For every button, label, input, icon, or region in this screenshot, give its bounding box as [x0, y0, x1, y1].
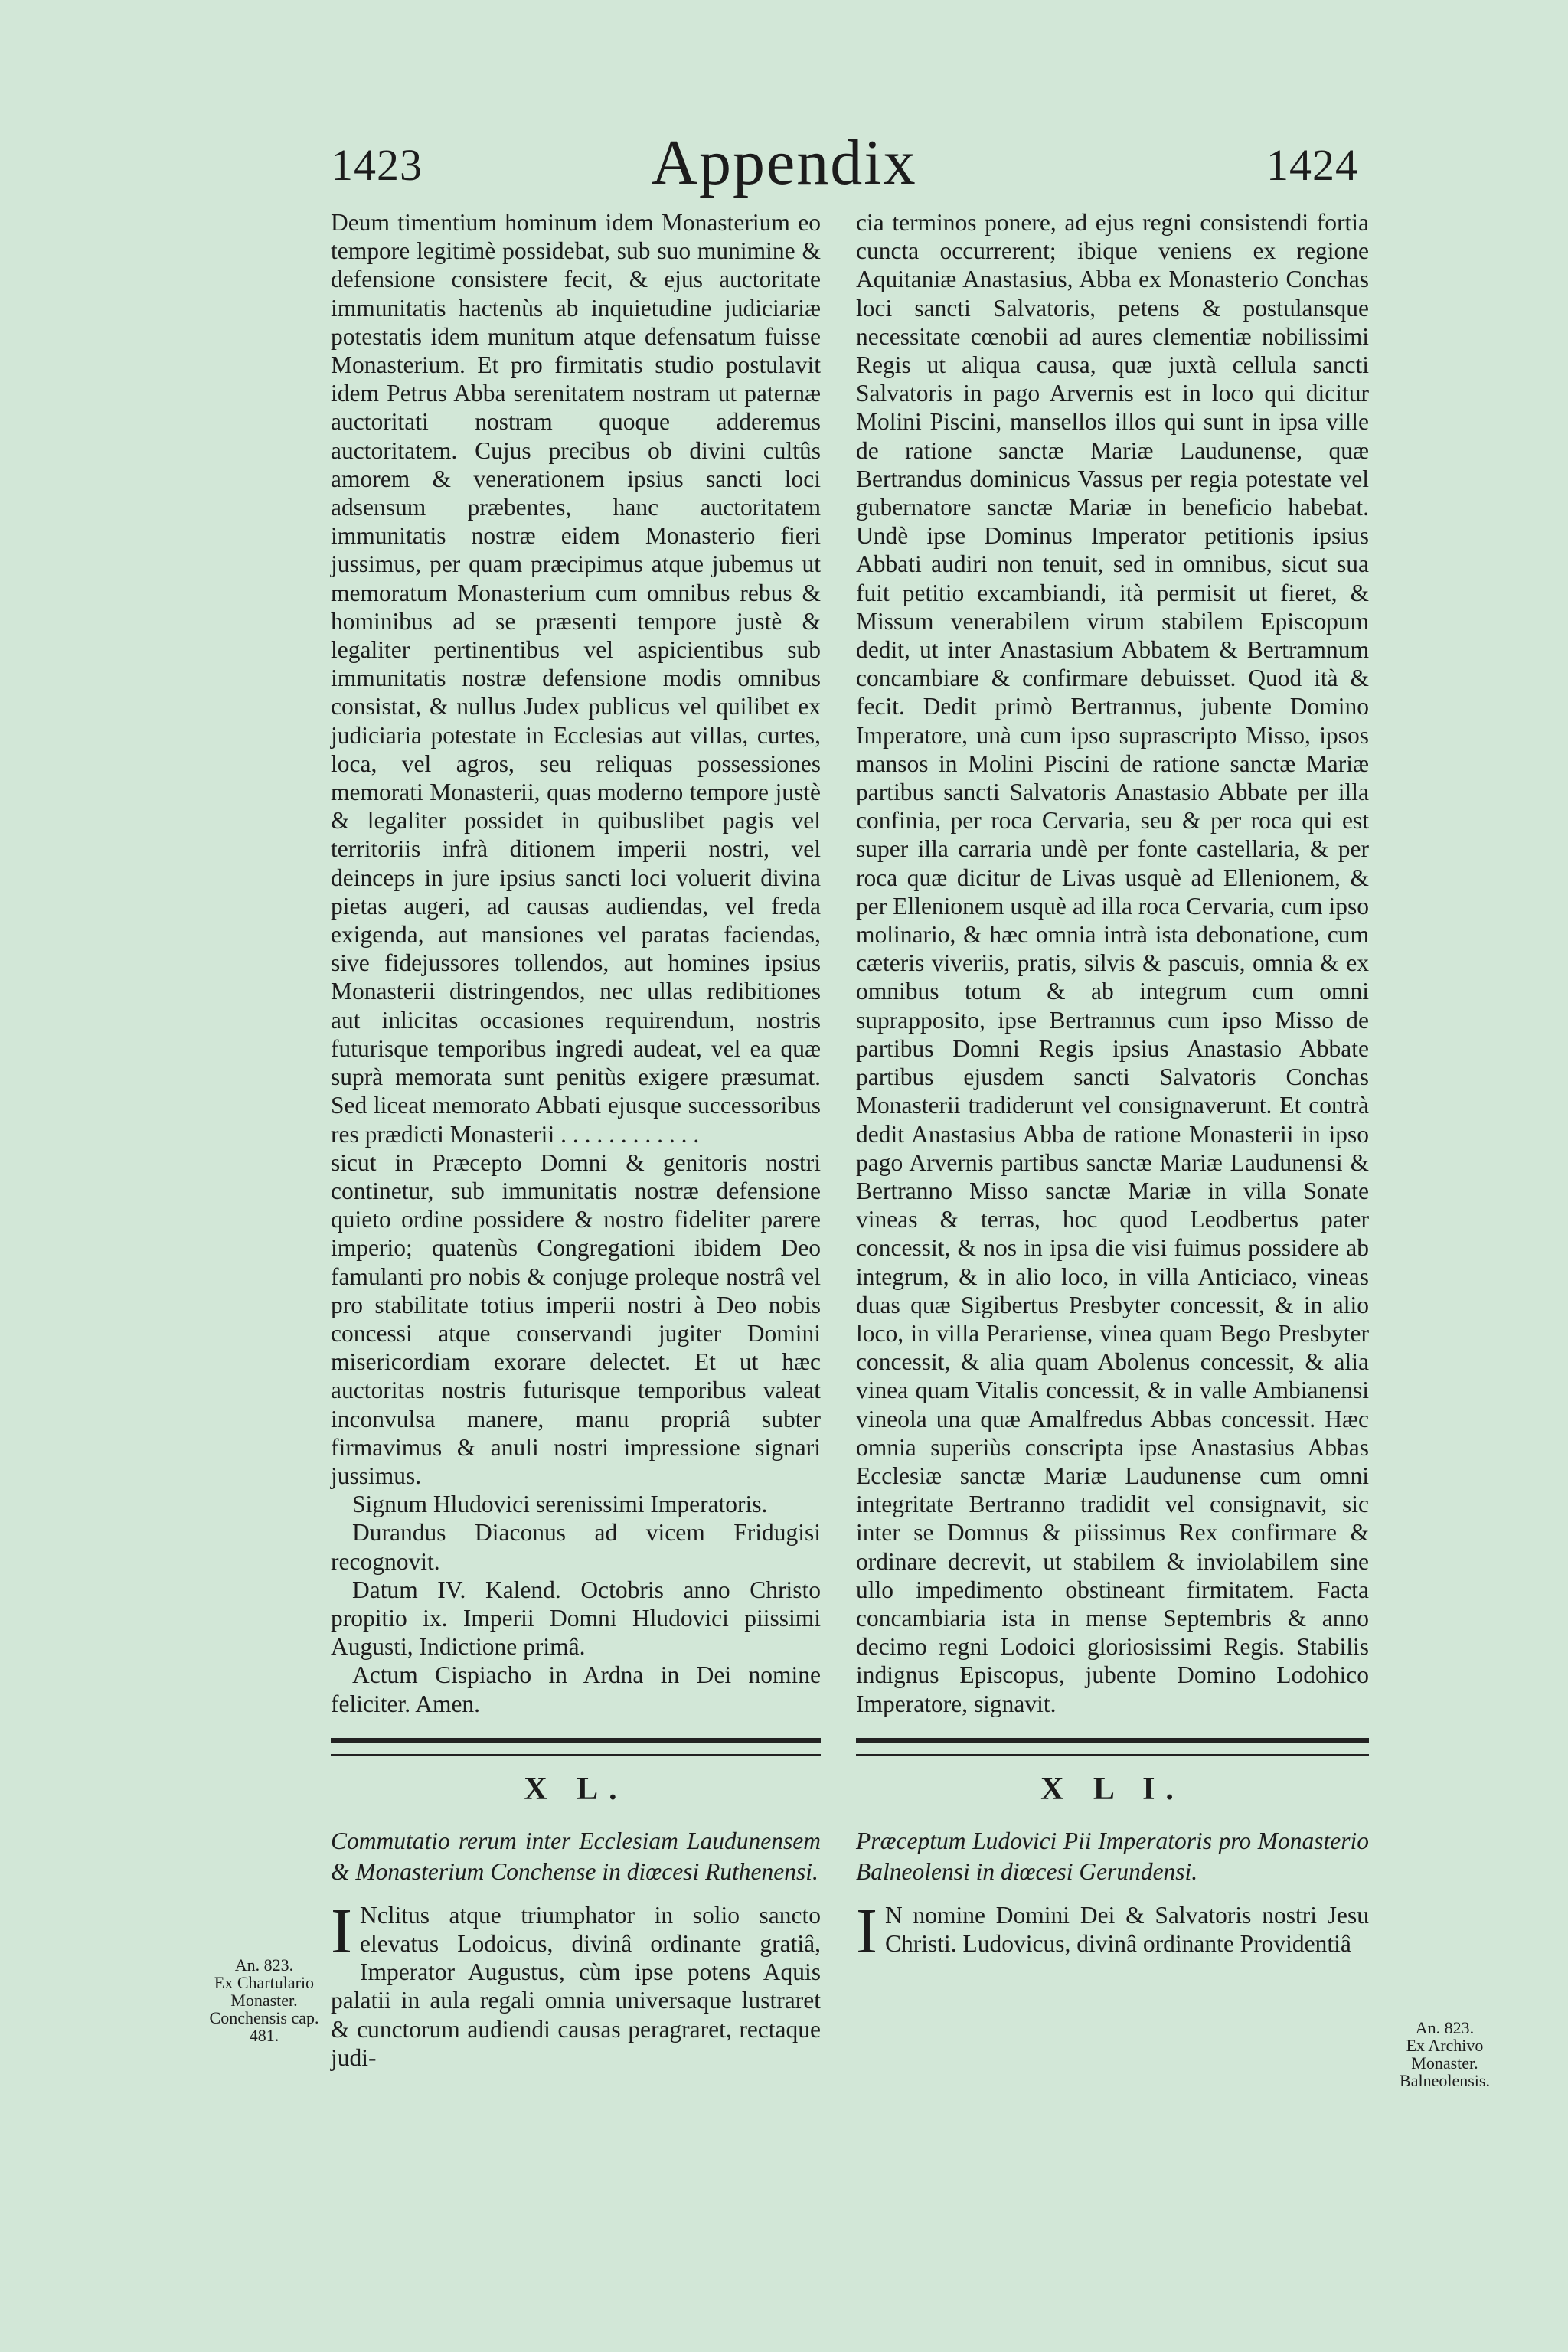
opening-text: N nomine Domini Dei & Salvatoris nostri Jesu Christi. Ludovicus, divinâ ordinante Providentiâ [884, 1901, 1369, 1957]
actum-line: Actum Cispiacho in Ardna in Dei nomine feliciter. Amen. [331, 1661, 821, 1717]
paragraph: cia terminos ponere, ad ejus regni consistendi fortia cuncta occurrerent; ibique veniens ex regione Aquitaniæ Anastasius, Abba ex Monasterio Conchas loci sancti Salvatoris, petens & postulansque necessitate cœnobii ad aures clementiæ nobilissimi Regis ut aliqua causa, quæ juxtà cellula sancti Salvatoris in pago Arvernis est in loco qui dicitur Molini Piscini, mansellos illos qui sunt in ipsa ville de ratione sanctæ Mariæ Laudunense, quæ Bertrandus dominicus Vassus per regia potestate vel gubernatore sanctæ Mariæ in beneficio habebat. Undè ipse Dominus Imperator petitionis ipsius Abbati audiri non tenuit, sed in omnibus, sicut sua fuit petitio excambiandi, ità permisit ut fieret, & Missum venerabilem virum stabilem Episcopum dedit, ut inter Anastasium Abbatem & Bertramnum concambiare & confirmare debuisset. Quod ità & fecit. Dedit primò Bertrannus, jubente Domino Imperatore, unà cum ipso suprascripto Misso, ipsos mansos in Molini Piscini de ratione sanctæ Mariæ partibus sancti Salvatoris Anastasio Abbate per illa confinia, per roca Cervaria, seu & per roca qui est super illa carraria undè per fonte castellaria, & per roca quæ dicitur de Livas usquè ad Ellenionem, & per Ellenionem usquè ad illa roca Cervaria, cum ipso molinario, & hæc omnia intrà ista debonatione, cum cæteris viveriis, pratis, silvis & pascuis, omnia & ex omnibus totum & ab integrum cum omni suprapposito, ipse Bertrannus cum ipso Misso de partibus Domni Regis ipsius Anastasio Abbate partibus ejusdem sancti Salvatoris Conchas Monasterii tradiderunt vel consignaverunt. Et contrà dedit Anastasius Abba de ratione Monasterii in ipso pago Arvernis partibus sanctæ Mariæ Laudunensi & Bertranno Misso sanctæ Mariæ in villa Sonate vineas & terras, hoc quod Leodbertus pater concessit, & nos in ipsa die visi fuimus possidere ab integrum, & in alio loco, in villa Anticiaco, vineas duas quæ Sigibertus Presbyter concessit, & in alio loco, in villa Perariense, vinea quam Bego Presbyter concessit, & alia quam Abolenus concessit, & alia vinea quam Vitalis concessit, & in valle Ambianensi vineola una quæ Amalfredus Abbas concessit. Hæc omnia superiùs conscripta ipse Anastasius Abbas Ecclesiæ sanctæ Mariæ Laudunense cum omni integritate Bertranno tradidit vel consignavit, sic inter se Domnus & piissimus Rex confirmare & ordinare decrevit, ut stabilem & inviolabilem sine ullo impedimento obstineant firmitatem. Facta concambiaria ista in mense Septembris & anno decimo regni Lodoici gloriosissimi Regis. Stabilis indignus Episcopus, jubente Domino Lodohico Imperatore, signavit. [856, 209, 1369, 1717]
right-column [856, 208, 1369, 1967]
paragraph: Deum timentium hominum idem Monasterium eo tempore legitimè possidebat, sub suo munimine & defensione consistere fecit, & ejus auctoritate immunitatis hactenùs ab inquietudine judiciariæ potestatis idem munitum atque defensatum fuisse Monasterium. Et pro firmitatis studio postulavit idem Petrus Abba serenitatem nostram ut paternæ auctoritati nostram quoque adderemus auctoritatem. Cujus precibus ob divini cultûs amorem & venerationem ipsius sancti loci adsensum præbentes, hanc auctoritatem immunitatis nostræ eidem Monasterio fieri jussimus, per quam præcipimus atque jubemus ut memoratum Monasterium cum omnibus rebus & hominibus ad se præsenti tempore justè & legaliter pertinentibus vel aspicientibus sub immunitatis nostræ defensione modis omnibus consistat, & nullus Judex publicus vel quilibet ex judiciaria potestate in Ecclesias aut villas, curtes, loca, vel agros, seu reliquas possessiones memorati Monasterii, quas moderno tempore justè & legaliter possidet in quibuslibet pagis vel territoriis infrà ditionem imperii nostri, vel deinceps in jure ipsius sancti loci voluerit divina pietas augeri, ad causas audiendas, vel freda exigenda, aut mansiones vel paratas faciendas, sive fidejussores tollendos, aut homines ipsius Monasterii distringendos, nec ullas redibitiones aut inlicitas occasiones requirendum, nostris futurisque temporibus ingredi audeat, vel ea quæ suprà memorata sunt penitùs exigere præsumat. Sed liceat memorato Abbati ejusque successoribus res prædicti Monasterii . . . . . . . . . . . . [331, 209, 821, 1148]
right-margin-note [1395, 2019, 1494, 2089]
opening-text: Nclitus atque triumphator in solio sancto elevatus Lodoicus, divinâ ordinante gratiâ, Imperator Augustus, cùm ipse potens Aquis palatii in aula regali omnia universaque lustraret & cunctorum audiendi causas peragraret, rectaque judi- [331, 1901, 821, 2071]
section-number: X L. [524, 1771, 628, 1807]
section-title: Præceptum Ludovici Pii Imperatoris pro Monasterio Balneolensi in diœcesi Gerundensi. [856, 1827, 1369, 1885]
section-opening [331, 1895, 821, 2072]
drop-cap: I [856, 1895, 877, 1967]
signature-line: Signum Hludovici serenissimi Imperatoris. [352, 1491, 768, 1518]
section-divider [856, 1738, 1369, 1756]
paragraph: sicut in Præcepto Domni & genitoris nostri continetur, sub immunitatis nostræ defensione quieto ordine possidere & nostro fideliter parere imperio; quatenùs Congregationi ibidem Deo famulanti pro nobis & conjuge proleque nostrâ vel pro stabilitate totius imperii nostri à Deo nobis concessi atque conservandi jugiter Domini misericordiam exorare delectet. Et ut hæc auctoritas nostris futurisque temporibus valeat inconvulsa manere, manu propriâ subter firmavimus & anuli nostri impressione signari jussimus. [331, 1148, 821, 1489]
section-opening [856, 1895, 1369, 1967]
margin-note-year: An. 823. [1415, 2018, 1475, 2037]
left-page-number: 1423 [331, 140, 423, 190]
margin-note-source: Ex Archivo Monaster. Balneolensis. [1400, 2036, 1490, 2090]
right-page-number: 1424 [1266, 140, 1358, 190]
date-line: Datum IV. Kalend. Octobris anno Christo propitio ix. Imperii Domni Hludovici piissimi Augusti, Indictione primâ. [331, 1576, 821, 1661]
running-head [0, 127, 1568, 199]
section-number: X L I. [1040, 1771, 1184, 1807]
drop-cap: I [331, 1895, 352, 1967]
left-column [331, 208, 821, 2072]
section-title: Commutatio rerum inter Ecclesiam Laudunensem & Monasterium Conchense in diœcesi Ruthenensi. [331, 1827, 821, 1885]
left-margin-note [207, 1956, 322, 2044]
section-divider [331, 1738, 821, 1756]
margin-note-year: An. 823. [234, 1955, 294, 1975]
margin-note-source: Ex Chartulario Monaster. Conchensis cap. 481. [209, 1973, 319, 2045]
recognition-line: Durandus Diaconus ad vicem Fridugisi recognovit. [331, 1519, 821, 1575]
page-title: Appendix [651, 127, 917, 198]
